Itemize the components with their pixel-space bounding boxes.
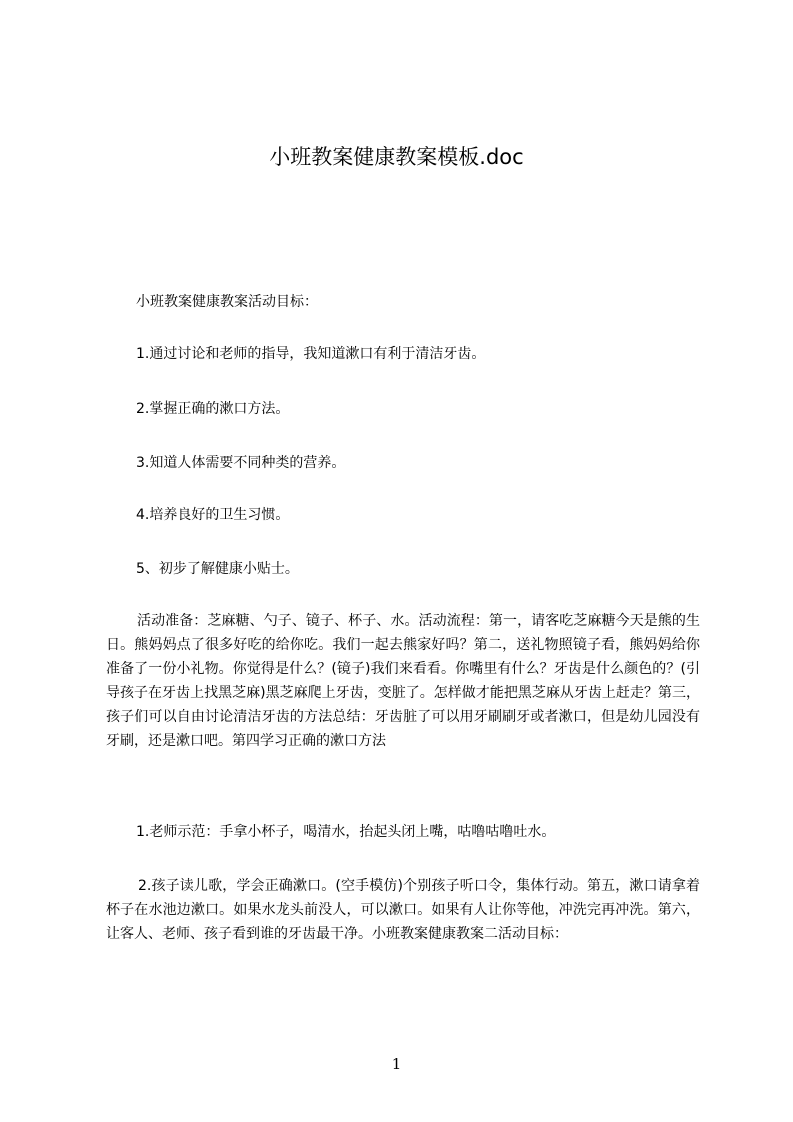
document-title: 小班教案健康教案模板.doc: [269, 145, 524, 169]
goal-item-1: 1.通过讨论和老师的指导，我知道漱口有利于清洁牙齿。: [136, 346, 486, 362]
section-heading: 小班教案健康教案活动目标：: [136, 294, 318, 310]
page-number: 1: [391, 1055, 402, 1073]
goal-item-5: 5、初步了解健康小贴士。: [136, 561, 299, 577]
goal-item-3: 3.知道人体需要不同种类的营养。: [136, 455, 346, 471]
goal-item-4: 4.培养良好的卫生习惯。: [136, 507, 290, 523]
goal-item-2: 2.掌握正确的漱口方法。: [136, 401, 290, 417]
activity-flow-paragraph: 活动准备：芝麻糖、勺子、镜子、杯子、水。活动流程：第一，请客吃芝麻糖今天是熊的生日。熊妈妈点了很多好吃的给你吃。我们一起去熊家好吗？第二，送礼物照镜子看，熊妈妈给你准备了一份小礼物。你觉得是什么？(镜子)我们来看看。你嘴里有什么？牙齿是什么颜色的？(引导孩子在牙齿上找黑芝麻)黑芝麻爬上牙齿，变脏了。怎样做才能把黑芝麻从牙齿上赶走？第三，孩子们可以自由讨论清洁牙齿的方法总结：牙齿脏了可以用牙刷刷牙或者漱口，但是幼儿园没有牙刷，还是漱口吧。第四学习正确的漱口方法: [106, 613, 700, 749]
step-2-paragraph: 2.孩子读儿歌，学会正确漱口。(空手模仿)个别孩子听口令，集体行动。第五，漱口请拿着杯子在水池边漱口。如果水龙头前没人，可以漱口。如果有人让你等他，冲洗完再冲洗。第六，让客人、老师、孩子看到谁的牙齿最干净。小班教案健康教案二活动目标：: [106, 878, 700, 942]
step-1-paragraph: 1.老师示范：手拿小杯子，喝清水，抬起头闭上嘴，咕噜咕噜吐水。: [136, 824, 556, 840]
